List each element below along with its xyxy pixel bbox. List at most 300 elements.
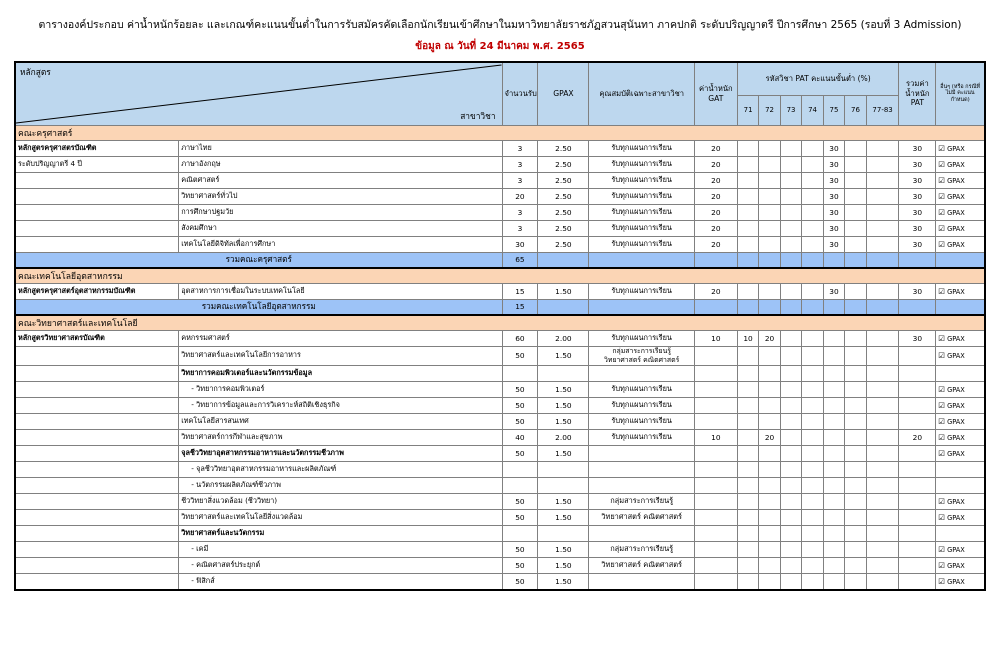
program-name-cell	[15, 381, 179, 397]
pat-72-cell	[759, 381, 780, 397]
pat-71-cell	[737, 172, 758, 188]
total-pat-weight-cell: 30	[899, 172, 936, 188]
qualification-cell: รับทุกแผนการเรียน	[589, 397, 694, 413]
table-row	[15, 477, 985, 493]
pat-75-cell	[823, 557, 844, 573]
pat-74-cell	[802, 381, 823, 397]
major-name-cell: - เคมี	[179, 541, 502, 557]
pat-71-cell	[737, 525, 758, 541]
major-name-cell: คณิตศาสตร์	[179, 172, 502, 188]
major-name-cell: - ฟิสิกส์	[179, 573, 502, 590]
checked-checkbox-icon: ☑	[938, 333, 946, 343]
qualification-cell	[589, 477, 694, 493]
checked-checkbox-icon: ☑	[938, 432, 946, 442]
major-header-label: สาขาวิชา	[460, 111, 496, 122]
major-name-cell: วิทยาศาสตร์การกีฬาและสุขภาพ	[179, 429, 502, 445]
pat-77-83-cell	[866, 236, 899, 252]
pat-73-cell	[780, 346, 801, 365]
quota-cell: 3	[502, 220, 538, 236]
other-criteria-cell: ☑ GPAX	[936, 220, 985, 236]
pat-76-cell	[845, 397, 866, 413]
qualification-cell: กลุ่มสาระการเรียนรู้	[589, 541, 694, 557]
pat-72-cell	[759, 172, 780, 188]
pat-72-cell	[759, 493, 780, 509]
pat-72-cell	[759, 445, 780, 461]
major-name-cell: วิทยาศาสตร์และเทคโนโลยีการอาหาร	[179, 346, 502, 365]
pat-72-cell	[759, 365, 780, 381]
faculty-summary-empty-cell	[899, 252, 936, 268]
major-name-cell: สังคมศึกษา	[179, 220, 502, 236]
pat-74-cell	[802, 188, 823, 204]
pat-72-cell	[759, 541, 780, 557]
checked-checkbox-icon: ☑	[938, 175, 946, 185]
checked-checkbox-icon: ☑	[938, 400, 946, 410]
pat-76-cell	[845, 429, 866, 445]
pat-72-cell	[759, 140, 780, 156]
pat-71-cell	[737, 220, 758, 236]
major-name-cell: ชีววิทยาสิ่งแวดล้อม (ชีววิทยา)	[179, 493, 502, 509]
faculty-summary-empty-cell	[737, 252, 758, 268]
gpax-cell: 1.50	[538, 557, 589, 573]
pat-72-cell	[759, 525, 780, 541]
faculty-summary-empty-cell	[780, 299, 801, 315]
pat-75-cell: 30	[823, 283, 844, 299]
faculty-band-row	[15, 125, 985, 140]
pat-77-83-cell	[866, 381, 899, 397]
gat-weight-cell: 20	[694, 220, 737, 236]
gpax-cell: 1.50	[538, 346, 589, 365]
pat-75-cell	[823, 509, 844, 525]
pat-73-cell	[780, 188, 801, 204]
program-name-cell	[15, 188, 179, 204]
pat-group-header: รหัสวิชา PAT คะแนนขั้นต่ำ (%)	[737, 62, 899, 96]
pat-72-cell	[759, 220, 780, 236]
total-pat-weight-cell	[899, 573, 936, 590]
pat-76-cell	[845, 140, 866, 156]
pat-77-83-cell	[866, 461, 899, 477]
major-name-cell: ภาษาไทย	[179, 140, 502, 156]
checked-checkbox-icon: ☑	[938, 576, 946, 586]
program-name-cell	[15, 541, 179, 557]
checked-checkbox-icon: ☑	[938, 286, 946, 296]
qualification-cell: วิทยาศาสตร์ คณิตศาสตร์	[589, 509, 694, 525]
pat-75-cell	[823, 429, 844, 445]
faculty-summary-empty-cell	[538, 299, 589, 315]
gat-weight-cell	[694, 557, 737, 573]
table-row	[15, 283, 985, 299]
pat-76-cell	[845, 204, 866, 220]
major-name-cell: จุลชีววิทยาอุตสาหกรรมอาหารและนวัตกรรมชีวภาพ	[179, 445, 502, 461]
pat-code-75-header: 75	[823, 95, 844, 125]
pat-74-cell	[802, 525, 823, 541]
major-name-cell: ภาษาอังกฤษ	[179, 156, 502, 172]
faculty-name: คณะเทคโนโลยีอุตสาหกรรม	[15, 268, 985, 284]
gat-weight-cell: 20	[694, 172, 737, 188]
major-name-cell: วิทยาศาสตร์และนวัตกรรม	[179, 525, 502, 541]
pat-77-83-cell	[866, 397, 899, 413]
qualification-cell	[589, 365, 694, 381]
checked-checkbox-icon: ☑	[938, 159, 946, 169]
pat-73-cell	[780, 493, 801, 509]
pat-77-83-cell	[866, 365, 899, 381]
pat-code-77-83-header: 77-83	[866, 95, 899, 125]
pat-73-cell	[780, 381, 801, 397]
quota-cell: 3	[502, 140, 538, 156]
pat-75-cell: 30	[823, 140, 844, 156]
qualification-cell: รับทุกแผนการเรียน	[589, 413, 694, 429]
pat-72-cell	[759, 573, 780, 590]
checked-checkbox-icon: ☑	[938, 143, 946, 153]
other-criteria-cell: ☑ GPAX	[936, 381, 985, 397]
pat-72-cell	[759, 346, 780, 365]
pat-74-cell	[802, 365, 823, 381]
table-row	[15, 525, 985, 541]
program-name-cell	[15, 477, 179, 493]
pat-73-cell	[780, 541, 801, 557]
pat-71-cell	[737, 140, 758, 156]
faculty-summary-empty-cell	[538, 252, 589, 268]
faculty-summary-empty-cell	[737, 299, 758, 315]
pat-code-73-header: 73	[780, 95, 801, 125]
pat-72-cell	[759, 283, 780, 299]
quota-cell: 50	[502, 509, 538, 525]
pat-code-74-header: 74	[802, 95, 823, 125]
gat-weight-cell	[694, 493, 737, 509]
total-pat-weight-cell: 30	[899, 330, 936, 346]
gpax-cell: 1.50	[538, 397, 589, 413]
pat-75-cell	[823, 330, 844, 346]
total-pat-weight-cell: 30	[899, 236, 936, 252]
qualification-cell: รับทุกแผนการเรียน	[589, 220, 694, 236]
gat-weight-cell	[694, 461, 737, 477]
pat-71-cell	[737, 381, 758, 397]
pat-76-cell	[845, 557, 866, 573]
pat-73-cell	[780, 413, 801, 429]
pat-77-83-cell	[866, 220, 899, 236]
pat-74-cell	[802, 172, 823, 188]
checked-checkbox-icon: ☑	[938, 448, 946, 458]
checked-checkbox-icon: ☑	[938, 560, 946, 570]
table-row	[15, 413, 985, 429]
pat-77-83-cell	[866, 477, 899, 493]
qualification-cell: รับทุกแผนการเรียน	[589, 140, 694, 156]
total-pat-weight-cell	[899, 557, 936, 573]
other-criteria-cell: ☑ GPAX	[936, 140, 985, 156]
other-criteria-cell: ☑ GPAX	[936, 429, 985, 445]
faculty-summary-empty-cell	[694, 252, 737, 268]
faculty-band-row	[15, 268, 985, 284]
faculty-summary-quota: 65	[502, 252, 538, 268]
pat-77-83-cell	[866, 188, 899, 204]
major-name-cell: วิทยาศาสตร์ทั่วไป	[179, 188, 502, 204]
pat-76-cell	[845, 461, 866, 477]
pat-75-cell	[823, 413, 844, 429]
major-name-cell: การศึกษาปฐมวัย	[179, 204, 502, 220]
gpax-cell: 2.50	[538, 236, 589, 252]
gpax-cell: 2.50	[538, 156, 589, 172]
qualification-cell	[589, 445, 694, 461]
checked-checkbox-icon: ☑	[938, 191, 946, 201]
total-pat-weight-cell	[899, 525, 936, 541]
faculty-summary-empty-cell	[589, 252, 694, 268]
pat-76-cell	[845, 445, 866, 461]
pat-73-cell	[780, 573, 801, 590]
pat-75-cell	[823, 461, 844, 477]
pat-77-83-cell	[866, 445, 899, 461]
gat-weight-cell: 20	[694, 236, 737, 252]
program-name-cell	[15, 220, 179, 236]
program-name-cell	[15, 365, 179, 381]
pat-76-cell	[845, 188, 866, 204]
table-row	[15, 346, 985, 365]
program-name-cell	[15, 445, 179, 461]
gat-weight-cell	[694, 445, 737, 461]
pat-72-cell	[759, 204, 780, 220]
major-name-cell: คหกรรมศาสตร์	[179, 330, 502, 346]
pat-73-cell	[780, 429, 801, 445]
pat-71-cell	[737, 477, 758, 493]
major-name-cell: อุตสาหการการเชื่อมในระบบเทคโนโลยี	[179, 283, 502, 299]
pat-76-cell	[845, 330, 866, 346]
gpax-cell: 1.50	[538, 509, 589, 525]
pat-76-cell	[845, 525, 866, 541]
total-pat-weight-cell: 30	[899, 283, 936, 299]
gat-weight-cell: 20	[694, 156, 737, 172]
faculty-name: คณะครุศาสตร์	[15, 125, 985, 140]
gat-weight-cell	[694, 413, 737, 429]
qualification-cell: รับทุกแผนการเรียน	[589, 188, 694, 204]
diagonal-divider-icon	[16, 63, 502, 125]
pat-73-cell	[780, 236, 801, 252]
pat-72-cell	[759, 477, 780, 493]
header-row-1	[15, 62, 985, 96]
program-name-cell: หลักสูตรวิทยาศาสตรบัณฑิต	[15, 330, 179, 346]
program-name-cell	[15, 346, 179, 365]
pat-73-cell	[780, 525, 801, 541]
faculty-summary-empty-cell	[802, 299, 823, 315]
table-row	[15, 573, 985, 590]
quota-cell: 50	[502, 557, 538, 573]
table-row	[15, 220, 985, 236]
pat-74-cell	[802, 330, 823, 346]
pat-75-cell: 30	[823, 220, 844, 236]
quota-cell	[502, 461, 538, 477]
pat-71-cell	[737, 236, 758, 252]
pat-77-83-cell	[866, 156, 899, 172]
pat-71-cell	[737, 573, 758, 590]
pat-71-cell	[737, 557, 758, 573]
gat-header-line2: GAT	[708, 93, 724, 103]
program-name-cell	[15, 461, 179, 477]
program-name-cell: ระดับปริญญาตรี 4 ปี	[15, 156, 179, 172]
checked-checkbox-icon: ☑	[938, 207, 946, 217]
total-header-line1: รวมค่า	[906, 79, 929, 89]
pat-74-cell	[802, 140, 823, 156]
pat-73-cell	[780, 156, 801, 172]
table-row	[15, 140, 985, 156]
program-name-cell	[15, 493, 179, 509]
pat-72-cell	[759, 461, 780, 477]
total-pat-weight-cell	[899, 461, 936, 477]
table-row	[15, 381, 985, 397]
pat-76-cell	[845, 220, 866, 236]
pat-72-cell: 20	[759, 330, 780, 346]
other-criteria-cell: ☑ GPAX	[936, 283, 985, 299]
other-criteria-cell	[936, 477, 985, 493]
faculty-summary-empty-cell	[694, 299, 737, 315]
pat-73-cell	[780, 397, 801, 413]
pat-73-cell	[780, 140, 801, 156]
faculty-summary-row	[15, 252, 985, 268]
gpax-cell: 2.50	[538, 204, 589, 220]
faculty-band-row	[15, 315, 985, 331]
pat-74-cell	[802, 541, 823, 557]
pat-77-83-cell	[866, 541, 899, 557]
program-major-diagonal-header	[15, 62, 502, 126]
major-name-cell: - วิทยาการข้อมูลและการวิเคราะห์สถิติเชิงธุรกิจ	[179, 397, 502, 413]
page-title: ตารางองค์ประกอบ ค่าน้ำหนักร้อยละ และเกณฑ์คะแนนขั้นต่ำในการรับสมัครคัดเลือกนักเรียนเข้าศึกษาในมหาวิทยาลัยราชภัฏสวนสุนันทา ภาคปกติ ระดับปริญญาตรี ปีการศึกษา 2565 (รอบที่ 3 Admission)	[38, 19, 962, 31]
program-name-cell	[15, 204, 179, 220]
total-pat-weight-cell	[899, 445, 936, 461]
gat-weight-cell: 10	[694, 429, 737, 445]
faculty-summary-empty-cell	[899, 299, 936, 315]
pat-71-cell	[737, 445, 758, 461]
pat-code-72-header: 72	[759, 95, 780, 125]
quota-cell: 3	[502, 172, 538, 188]
major-name-cell: - จุลชีววิทยาอุตสาหกรรมอาหารและผลิตภัณฑ์	[179, 461, 502, 477]
qualification-cell: กลุ่มสาระการเรียนรู้	[589, 493, 694, 509]
total-pat-weight-cell	[899, 397, 936, 413]
checked-checkbox-icon: ☑	[938, 512, 946, 522]
gat-weight-cell	[694, 573, 737, 590]
quota-cell: 50	[502, 397, 538, 413]
pat-71-cell	[737, 509, 758, 525]
other-criteria-cell	[936, 461, 985, 477]
faculty-summary-empty-cell	[759, 299, 780, 315]
faculty-summary-empty-cell	[802, 252, 823, 268]
faculty-summary-empty-cell	[866, 252, 899, 268]
qualification-cell: กลุ่มสาระการเรียนรู้ วิทยาศาสตร์ คณิตศาสตร์	[589, 346, 694, 365]
gat-weight-cell: 20	[694, 188, 737, 204]
pat-74-cell	[802, 156, 823, 172]
major-name-cell: วิทยาศาสตร์และเทคโนโลยีสิ่งแวดล้อม	[179, 509, 502, 525]
program-name-cell	[15, 413, 179, 429]
pat-77-83-cell	[866, 413, 899, 429]
pat-76-cell	[845, 236, 866, 252]
table-row	[15, 541, 985, 557]
quota-cell: 50	[502, 381, 538, 397]
faculty-summary-quota: 15	[502, 299, 538, 315]
pat-74-cell	[802, 236, 823, 252]
gat-header-line1: ค่าน้ำหนัก	[699, 84, 733, 94]
gat-weight-cell	[694, 365, 737, 381]
pat-77-83-cell	[866, 509, 899, 525]
table-row	[15, 397, 985, 413]
program-name-cell	[15, 236, 179, 252]
gpax-cell	[538, 525, 589, 541]
faculty-summary-empty-cell	[936, 252, 985, 268]
faculty-name: คณะวิทยาศาสตร์และเทคโนโลยี	[15, 315, 985, 331]
program-name-cell	[15, 429, 179, 445]
major-name-cell: เทคโนโลยีดิจิทัลเพื่อการศึกษา	[179, 236, 502, 252]
pat-75-cell	[823, 397, 844, 413]
pat-75-cell	[823, 493, 844, 509]
pat-76-cell	[845, 477, 866, 493]
gat-weight-cell	[694, 381, 737, 397]
pat-74-cell	[802, 429, 823, 445]
pat-75-cell: 30	[823, 204, 844, 220]
pat-code-76-header: 76	[845, 95, 866, 125]
table-row	[15, 445, 985, 461]
program-name-cell	[15, 525, 179, 541]
pat-73-cell	[780, 172, 801, 188]
pat-77-83-cell	[866, 429, 899, 445]
table-row	[15, 156, 985, 172]
total-pat-weight-cell: 30	[899, 220, 936, 236]
qualification-cell: รับทุกแผนการเรียน	[589, 330, 694, 346]
pat-77-83-cell	[866, 204, 899, 220]
faculty-summary-empty-cell	[845, 299, 866, 315]
table-row	[15, 188, 985, 204]
pat-code-71-header: 71	[737, 95, 758, 125]
checked-checkbox-icon: ☑	[938, 351, 946, 361]
pat-76-cell	[845, 541, 866, 557]
pat-72-cell	[759, 397, 780, 413]
pat-74-cell	[802, 461, 823, 477]
gpax-cell	[538, 477, 589, 493]
gat-weight-cell	[694, 397, 737, 413]
other-criteria-cell: ☑ GPAX	[936, 509, 985, 525]
other-criteria-cell: ☑ GPAX	[936, 204, 985, 220]
pat-77-83-cell	[866, 283, 899, 299]
pat-71-cell	[737, 493, 758, 509]
other-criteria-cell	[936, 525, 985, 541]
table-container	[0, 61, 1000, 591]
pat-71-cell	[737, 365, 758, 381]
other-criteria-cell: ☑ GPAX	[936, 330, 985, 346]
quota-cell: 40	[502, 429, 538, 445]
admission-criteria-table	[14, 61, 986, 591]
pat-71-cell	[737, 156, 758, 172]
pat-73-cell	[780, 461, 801, 477]
major-name-cell: - นวัตกรรมผลิตภัณฑ์ชีวภาพ	[179, 477, 502, 493]
pat-75-cell: 30	[823, 236, 844, 252]
pat-71-cell	[737, 413, 758, 429]
gpax-cell: 1.50	[538, 541, 589, 557]
total-pat-weight-cell	[899, 365, 936, 381]
gat-weight-cell	[694, 509, 737, 525]
qualification-cell: รับทุกแผนการเรียน	[589, 204, 694, 220]
pat-77-83-cell	[866, 525, 899, 541]
pat-74-cell	[802, 573, 823, 590]
table-row	[15, 172, 985, 188]
qualification-cell: รับทุกแผนการเรียน	[589, 283, 694, 299]
program-name-cell	[15, 172, 179, 188]
qualification-cell: รับทุกแผนการเรียน	[589, 156, 694, 172]
faculty-summary-empty-cell	[823, 299, 844, 315]
quota-cell: 20	[502, 188, 538, 204]
faculty-summary-label: รวมคณะครุศาสตร์	[15, 252, 502, 268]
qualification-cell	[589, 573, 694, 590]
pat-71-cell	[737, 188, 758, 204]
pat-76-cell	[845, 413, 866, 429]
other-criteria-cell: ☑ GPAX	[936, 236, 985, 252]
pat-74-cell	[802, 204, 823, 220]
major-name-cell: - วิทยาการคอมพิวเตอร์	[179, 381, 502, 397]
other-criteria-cell	[936, 365, 985, 381]
total-pat-weight-cell: 30	[899, 140, 936, 156]
pat-71-cell	[737, 204, 758, 220]
